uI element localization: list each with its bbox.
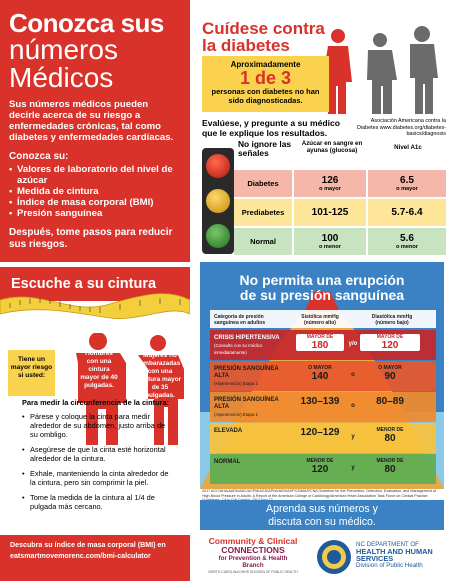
diastolic	[360, 365, 420, 382]
bmi-band	[0, 535, 190, 581]
glucose-cell	[294, 199, 366, 226]
green-light-icon	[206, 224, 230, 248]
bp-category-name: NORMAL	[214, 459, 241, 465]
systolic-value: 130–139	[300, 396, 340, 407]
diabetes-panel	[190, 0, 450, 262]
diastolic-value: 80	[384, 433, 396, 444]
ccc-line-4: Branch	[242, 562, 264, 569]
table-row	[210, 361, 436, 391]
systolic-value: 120	[311, 464, 329, 475]
measure-instructions	[22, 398, 172, 517]
systolic-value: 140	[311, 371, 329, 382]
table-row	[234, 170, 446, 197]
glucose-value: 126	[321, 175, 339, 186]
people-silhouettes-icon	[318, 24, 446, 116]
a1c-value: 5.6	[400, 233, 414, 244]
a1c-note: o menor	[395, 244, 419, 250]
list-item: • Presión sanguínea	[9, 208, 180, 219]
list-item: • Asegúrese de que la cinta esté horizontal alrededor de la cintura.	[22, 445, 172, 463]
systolic-note: O MAYOR	[308, 365, 332, 371]
ccc-logo	[198, 537, 308, 576]
evaluate-text: Evalúese, y pregunte a su médico que le explique los resultados.	[202, 118, 341, 138]
yellow-light-icon	[206, 189, 230, 213]
measure-heading: Para medir la circunferencia de la cintura:	[22, 398, 170, 407]
bp-category	[214, 366, 294, 387]
category-heading: Categoría de presión sanguínea en adultos	[214, 314, 266, 326]
diastolic-value: 120	[381, 340, 399, 351]
table-row	[210, 454, 436, 484]
glucose-heading: Azúcar en sangre en ayunas (glucosa)	[301, 140, 363, 154]
diastolic-value: 80–89	[376, 396, 404, 407]
table-row	[210, 330, 436, 360]
ccc-line-1: Community & Clinical	[208, 536, 298, 546]
a1c-cell	[368, 170, 446, 197]
know-heading: Conozca su:	[9, 151, 69, 162]
systolic	[296, 334, 344, 351]
list-item: • Tome la medida de la cintura al 1/4 de pulgada más cercano.	[22, 493, 172, 511]
bp-category	[214, 335, 294, 356]
bp-category	[214, 428, 294, 435]
bp-category-name: CRISIS HIPERTENSIVA	[214, 335, 280, 341]
glucose-value: 101-125	[311, 207, 349, 218]
systolic	[296, 365, 344, 382]
intro-panel	[0, 0, 190, 262]
systolic-value: 120–129	[300, 427, 340, 438]
glucose-note: o menor	[318, 244, 342, 250]
list-item: • Exhale, manteniendo la cinta alrededor de la cintura, pero sin comprimir la piel.	[22, 469, 172, 487]
diastolic-note: MENOR DE	[376, 458, 404, 464]
stat-box-bottom: personas con diabetes no han sido diagnosticadas.	[211, 87, 320, 105]
glucose-cell	[294, 228, 366, 255]
traffic-light-icon	[202, 148, 234, 254]
diastolic-value: 90	[384, 371, 396, 382]
glucose-cell	[294, 170, 366, 197]
list-item: • Índice de masa corporal (BMI)	[9, 197, 180, 208]
signs-heading: No ignore las señales	[238, 139, 292, 158]
diastolic-heading: Diastólica mmHg (número bajo)	[371, 314, 413, 326]
a1c-note: o mayor	[396, 186, 418, 192]
stat-box-big: 1 de 3	[239, 68, 292, 88]
a1c-cell	[368, 199, 446, 226]
list-item: • Medida de cintura	[9, 186, 180, 197]
a1c-value: 5.7-6.4	[391, 207, 423, 218]
systolic	[296, 427, 344, 438]
bp-conjunction: y/o	[348, 341, 358, 347]
ccc-line-2: CONNECTIONS	[221, 545, 285, 555]
stat-box	[202, 56, 329, 112]
nc-line-2: HEALTH AND HUMAN SERVICES	[356, 547, 433, 563]
bp-conjunction: y	[351, 434, 355, 440]
after-text: Después, tome pasos para reducir sus riesgos.	[9, 227, 173, 250]
systolic	[296, 396, 344, 407]
blood-pressure-panel	[200, 262, 444, 489]
row-label: Prediabetes	[234, 199, 292, 226]
bp-category-note: (Hipertensión) Etapa 1	[214, 412, 258, 417]
bp-title-line-2: de su presión sanguínea	[239, 287, 405, 303]
bp-title-line-1: No permita una erupción	[239, 272, 405, 288]
nc-line-1: NC DEPARTMENT OF	[356, 541, 419, 548]
diastolic	[360, 427, 420, 444]
systolic-value: 180	[311, 340, 329, 351]
diabetes-title-line-2: la diabetes	[202, 36, 290, 55]
bp-title	[200, 273, 444, 303]
source-text: Asociación Americana contra la Diabetes www.diabetes.org/diabetes-basics/diagnosis	[357, 118, 446, 138]
glucose-note: o mayor	[319, 186, 341, 192]
bp-category-name: PRESIÓN SANGUÍNEA ALTA	[214, 366, 279, 379]
diabetes-title	[202, 20, 325, 54]
diastolic	[360, 458, 420, 475]
bp-conjunction: o	[351, 403, 355, 409]
table-row	[210, 423, 436, 453]
cta-line-1: Aprenda sus números y	[266, 503, 378, 515]
nc-seal-icon	[316, 539, 352, 575]
row-label: Normal	[234, 228, 292, 255]
bp-category-name: ELEVADA	[214, 428, 243, 434]
systolic-note: MENOR DE	[306, 458, 334, 464]
diabetes-title-line-1: Cuídese contra	[202, 19, 325, 38]
glucose-value: 100	[321, 233, 339, 244]
bp-category-name: PRESIÓN SANGUÍNEA ALTA	[214, 397, 279, 410]
cta-band	[200, 500, 444, 530]
list-item: • Párese y coloque la cinta para medir alrededor de su abdomen, justo arriba de su ombligo.	[22, 412, 172, 439]
measuring-tape-icon	[0, 286, 190, 326]
red-light-icon	[206, 154, 230, 178]
diastolic-note: MENOR DE	[376, 427, 404, 433]
stat-box-top: Aproximadamente	[230, 60, 301, 69]
cta-line-2: discuta con su médico.	[268, 516, 376, 528]
table-row	[210, 392, 436, 422]
ccc-line-3: for Prevention & Health	[218, 555, 288, 562]
know-list	[9, 164, 180, 219]
women-criteria: Mujeres no embarazadas con una cintura mayor de 35 pulgadas.	[138, 352, 182, 399]
page-title: Conozca sus	[9, 8, 164, 38]
bp-conjunction: o	[351, 372, 355, 378]
systolic-note: MAYOR DE	[306, 334, 334, 340]
bp-category	[214, 459, 294, 466]
systolic	[296, 458, 344, 475]
list-item: • Valores de laboratorio del nivel de azúcar	[9, 164, 180, 186]
diastolic-note: MAYOR DE	[376, 334, 404, 340]
a1c-cell	[368, 228, 446, 255]
intro-text: Sus números médicos pueden decirle acerca de su riesgo a enfermedades crónicas, tal como diabetes y enfermedades cardíacas.	[9, 99, 174, 143]
bp-category-note: (Consulte con su médico inmediatamente)	[214, 343, 263, 355]
diastolic-note: O MAYOR	[378, 365, 402, 371]
table-row	[234, 199, 446, 226]
diabetes-table	[202, 140, 446, 260]
bmi-link[interactable]: eatsmartmovemorenc.com/bmi-calculator	[10, 552, 151, 560]
a1c-heading: Nivel A1c	[394, 144, 422, 151]
bmi-text: Descubra su índice de masa corporal (BMI) en	[10, 541, 166, 549]
bp-conjunction: y	[351, 465, 355, 471]
diastolic-value: 80	[384, 464, 396, 475]
systolic-heading: Sistólica mmHg (número alto)	[301, 314, 339, 326]
row-label: Diabetes	[234, 170, 292, 197]
page-title-line-2: números	[9, 34, 118, 65]
waist-title: Escuche a su cintura	[11, 276, 157, 292]
ncdhhs-logo	[356, 541, 446, 569]
ccc-subtitle: NORTH CAROLINA DHHS DIVISION OF PUBLIC HEALTH	[208, 570, 298, 574]
men-criteria: Hombres con una cintura mayor de 40 pulgadas.	[80, 350, 118, 389]
bp-category	[214, 397, 294, 418]
citation-text: 2017 ACC/AHA/AAPA/ABC/ACPM/AGS/APhA/ASH/ASPC/NMA/PCNA Guideline for the Prevention, Detection, Evaluation, and Management of High Blood Pressure in Adults: A Report of the American College of Cardiology/American Heart Association Task Force on Clinical Practice	[202, 489, 436, 498]
table-row	[234, 228, 446, 255]
page-title-line-3: Médicos	[9, 62, 114, 93]
diastolic	[360, 396, 420, 407]
diastolic	[360, 334, 420, 351]
risk-question-box: Tiene un mayor riesgo si usted:	[8, 350, 55, 396]
a1c-value: 6.5	[400, 175, 414, 186]
bp-category-note: (Hipertensión) Etapa 2	[214, 381, 258, 386]
nc-line-3: Division of Public Health	[356, 562, 423, 569]
